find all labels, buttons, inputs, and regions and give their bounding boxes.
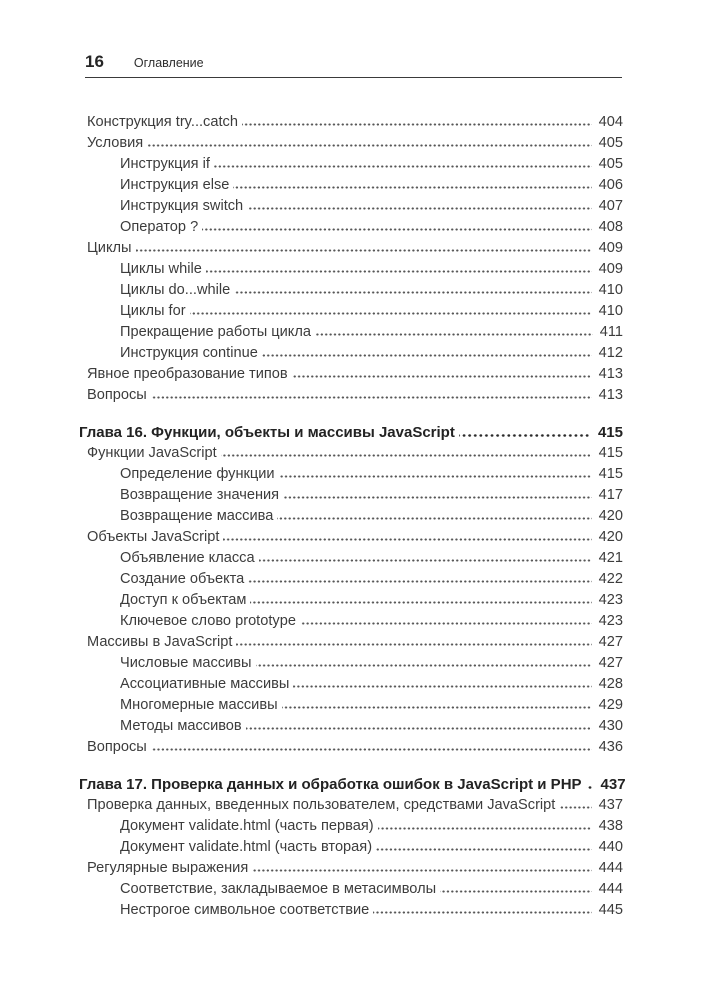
toc-entry-label: Инструкция continue bbox=[120, 345, 258, 361]
dot-leader bbox=[277, 517, 591, 520]
toc-entry-label: Документ validate.html (часть вторая) bbox=[120, 839, 373, 855]
dot-leader bbox=[236, 643, 591, 646]
toc-entry-page: 444 bbox=[598, 881, 623, 897]
toc-entry bbox=[79, 858, 623, 879]
toc-entry bbox=[79, 506, 623, 527]
toc-entry-label: Объявление класса bbox=[120, 550, 255, 566]
toc-entry-page: 420 bbox=[598, 529, 623, 545]
toc-entry-page: 404 bbox=[598, 114, 623, 130]
toc-entry-page: 415 bbox=[597, 424, 623, 441]
dot-leader bbox=[242, 123, 592, 126]
toc-entry-label: Условия bbox=[87, 135, 144, 151]
toc-entry-page: 407 bbox=[598, 198, 623, 214]
toc-entry bbox=[79, 879, 623, 900]
toc-entry-label: Ассоциативные массивы bbox=[120, 676, 290, 692]
toc-entry-label: Конструкция try...catch bbox=[87, 114, 238, 130]
running-title: Оглавление bbox=[133, 56, 204, 70]
dot-leader bbox=[559, 806, 591, 809]
dot-leader bbox=[256, 664, 592, 667]
dot-leader bbox=[315, 333, 593, 336]
toc-entry-page: 444 bbox=[598, 860, 623, 876]
dot-leader bbox=[223, 538, 591, 541]
toc-entry bbox=[79, 443, 623, 464]
toc-entry-page: 408 bbox=[598, 219, 623, 235]
toc-entry bbox=[79, 238, 623, 259]
toc-entry bbox=[79, 716, 623, 737]
toc-entry bbox=[79, 259, 623, 280]
toc-entry-label: Циклы bbox=[87, 240, 132, 256]
toc-entry bbox=[79, 301, 623, 322]
toc-entry-page: 423 bbox=[598, 613, 623, 629]
dot-leader bbox=[378, 827, 592, 830]
toc-entry bbox=[79, 217, 623, 238]
toc-entry-page: 411 bbox=[599, 324, 623, 340]
toc-list bbox=[79, 112, 626, 921]
dot-leader bbox=[259, 559, 592, 562]
toc-entry-page: 422 bbox=[598, 571, 623, 587]
toc-entry-page: 423 bbox=[598, 592, 623, 608]
toc-entry-page: 415 bbox=[598, 466, 623, 482]
toc-entry-page: 417 bbox=[598, 487, 623, 503]
toc-entry-label: Функции JavaScript bbox=[87, 445, 217, 461]
dot-leader bbox=[247, 207, 591, 210]
toc-entry bbox=[79, 548, 623, 569]
toc-entry-label: Явное преобразование типов bbox=[87, 366, 288, 382]
dot-leader bbox=[221, 454, 592, 457]
dot-leader bbox=[293, 685, 591, 688]
toc-entry bbox=[79, 343, 623, 364]
dot-leader bbox=[136, 249, 592, 252]
toc-entry bbox=[79, 154, 623, 175]
toc-entry-page: 413 bbox=[598, 387, 623, 403]
dot-leader bbox=[151, 396, 592, 399]
toc-entry bbox=[79, 837, 623, 858]
running-header bbox=[85, 52, 204, 72]
dot-leader bbox=[279, 475, 592, 478]
dot-leader bbox=[459, 434, 591, 437]
dot-leader bbox=[234, 291, 591, 294]
toc-entry bbox=[79, 632, 623, 653]
toc-entry bbox=[79, 322, 623, 343]
toc-entry-page: 415 bbox=[598, 445, 623, 461]
toc-entry-label: Массивы в JavaScript bbox=[87, 634, 233, 650]
dot-leader bbox=[252, 869, 591, 872]
toc-entry-label: Циклы do...while bbox=[120, 282, 231, 298]
toc-entry bbox=[79, 611, 623, 632]
toc-entry-label: Глава 16. Функции, объекты и массивы JavaScript bbox=[79, 424, 455, 441]
toc-entry-page: 437 bbox=[600, 776, 626, 793]
toc-entry-page: 436 bbox=[598, 739, 623, 755]
toc-entry-label: Объекты JavaScript bbox=[87, 529, 220, 545]
toc-entry bbox=[79, 112, 623, 133]
dot-leader bbox=[373, 911, 591, 914]
dot-leader bbox=[147, 144, 591, 147]
dot-leader bbox=[233, 186, 591, 189]
toc-entry-page: 438 bbox=[598, 818, 623, 834]
toc-entry-label: Оператор ? bbox=[120, 219, 199, 235]
toc-entry-page: 429 bbox=[598, 697, 623, 713]
dot-leader bbox=[586, 786, 594, 789]
toc-entry-page: 440 bbox=[598, 839, 623, 855]
toc-entry-page: 409 bbox=[598, 240, 623, 256]
toc-entry-page: 412 bbox=[598, 345, 623, 361]
toc-entry-page: 410 bbox=[598, 303, 623, 319]
toc-entry-page: 428 bbox=[598, 676, 623, 692]
header-rule bbox=[85, 77, 622, 78]
toc-entry-label: Ключевое слово prototype bbox=[120, 613, 296, 629]
page-number: 16 bbox=[85, 52, 104, 71]
dot-leader bbox=[250, 601, 591, 604]
toc-entry bbox=[79, 175, 623, 196]
toc-entry-label: Инструкция else bbox=[120, 177, 230, 193]
toc-entry-label: Циклы for bbox=[120, 303, 186, 319]
toc-entry bbox=[79, 737, 623, 758]
toc-entry-page: 420 bbox=[598, 508, 623, 524]
toc-entry bbox=[79, 569, 623, 590]
toc-entry-label: Доступ к объектам bbox=[120, 592, 247, 608]
toc-entry-page: 410 bbox=[598, 282, 623, 298]
toc-entry bbox=[79, 196, 623, 217]
toc-entry-page: 405 bbox=[598, 135, 623, 151]
dot-leader bbox=[190, 312, 592, 315]
toc-entry bbox=[79, 485, 623, 506]
toc-entry bbox=[79, 695, 623, 716]
toc-entry-label: Методы массивов bbox=[120, 718, 242, 734]
toc-entry-label: Проверка данных, введенных пользователем, средствами JavaScript bbox=[87, 797, 556, 813]
toc-entry-page: 427 bbox=[598, 634, 623, 650]
toc-entry bbox=[79, 133, 623, 154]
toc-entry-label: Прекращение работы цикла bbox=[120, 324, 311, 340]
dot-leader bbox=[202, 228, 591, 231]
toc-entry-label: Инструкция switch bbox=[120, 198, 244, 214]
dot-leader bbox=[248, 580, 591, 583]
dot-leader bbox=[292, 375, 592, 378]
toc-entry bbox=[79, 385, 623, 406]
dot-leader bbox=[283, 496, 592, 499]
toc-entry-page: 430 bbox=[598, 718, 623, 734]
toc-entry bbox=[79, 816, 623, 837]
dot-leader bbox=[376, 848, 592, 851]
toc-entry bbox=[79, 527, 623, 548]
toc-entry-label: Вопросы bbox=[87, 739, 147, 755]
toc-entry-label: Вопросы bbox=[87, 387, 147, 403]
toc-entry bbox=[79, 590, 623, 611]
toc-entry-label: Регулярные выражения bbox=[87, 860, 249, 876]
toc-entry-label: Создание объекта bbox=[120, 571, 245, 587]
dot-leader bbox=[246, 727, 592, 730]
toc-entry-page: 409 bbox=[598, 261, 623, 277]
dot-leader bbox=[300, 622, 592, 625]
toc-entry-label: Циклы while bbox=[120, 261, 202, 277]
toc-entry bbox=[79, 364, 623, 385]
toc-entry bbox=[79, 422, 623, 443]
dot-leader bbox=[262, 354, 592, 357]
toc-entry-page: 445 bbox=[598, 902, 623, 918]
toc-entry-label: Документ validate.html (часть первая) bbox=[120, 818, 374, 834]
toc-entry bbox=[79, 674, 623, 695]
dot-leader bbox=[440, 890, 592, 893]
toc-entry-label: Возвращение значения bbox=[120, 487, 280, 503]
toc-entry-label: Инструкция if bbox=[120, 156, 210, 172]
toc-entry bbox=[79, 464, 623, 485]
toc-entry-label: Определение функции bbox=[120, 466, 275, 482]
toc-entry-label: Глава 17. Проверка данных и обработка ошибок в JavaScript и PHP bbox=[79, 776, 582, 793]
toc-entry bbox=[79, 774, 626, 795]
toc-entry-label: Многомерные массивы bbox=[120, 697, 278, 713]
toc-entry bbox=[79, 653, 623, 674]
toc-entry-page: 421 bbox=[598, 550, 623, 566]
toc-entry-page: 437 bbox=[598, 797, 623, 813]
toc-entry-page: 405 bbox=[598, 156, 623, 172]
toc-entry-page: 427 bbox=[598, 655, 623, 671]
dot-leader bbox=[282, 706, 592, 709]
dot-leader bbox=[214, 165, 592, 168]
toc-entry bbox=[79, 795, 623, 816]
dot-leader bbox=[151, 748, 592, 751]
toc-entry-label: Возвращение массива bbox=[120, 508, 274, 524]
toc-entry bbox=[79, 900, 623, 921]
toc-entry-label: Числовые массивы bbox=[120, 655, 252, 671]
toc-entry-label: Нестрогое символьное соответствие bbox=[120, 902, 370, 918]
dot-leader bbox=[206, 270, 592, 273]
toc-entry bbox=[79, 280, 623, 301]
toc-entry-page: 413 bbox=[598, 366, 623, 382]
toc-entry-label: Соответствие, закладываемое в метасимволы bbox=[120, 881, 437, 897]
toc-entry-page: 406 bbox=[598, 177, 623, 193]
